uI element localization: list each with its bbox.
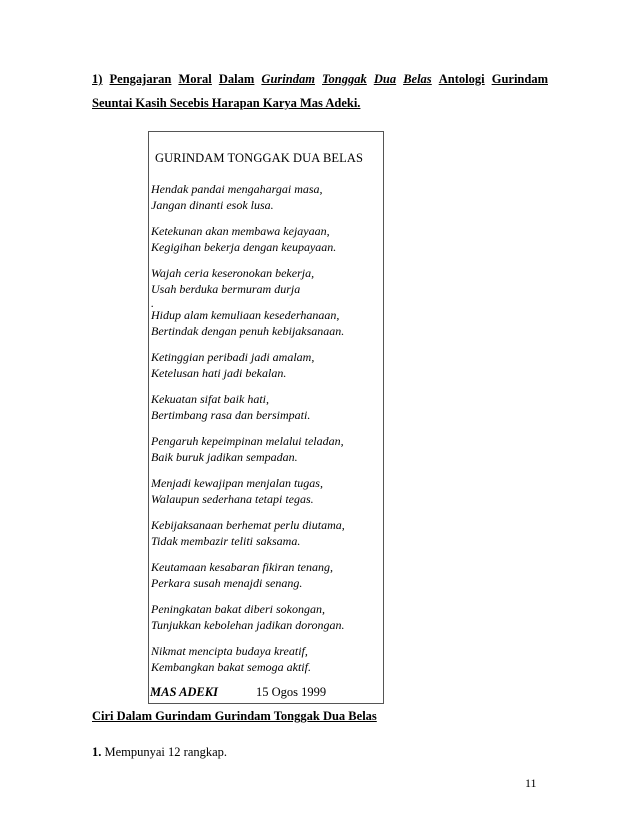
poem-line: Walaupun sederhana tetapi tegas. [151,492,314,506]
poem-line: Kekuatan sifat baik hati, [151,392,269,406]
stanza-12 [151,643,345,675]
poem-line: Hidup alam kemuliaan kesederhanaan, [151,308,340,322]
list-item [92,744,227,760]
section-heading: Ciri Dalam Gurindam Gurindam Tonggak Dua Belas [92,709,377,723]
stanza-5 [151,349,345,381]
list-item-number: 1. [92,745,102,759]
stanza-4 [151,307,345,339]
heading-word-italic: Tonggak [322,72,367,86]
poem-line: Ketinggian peribadi jadi amalam, [151,350,315,364]
heading-word-italic: Gurindam [261,72,315,86]
poem-line: Nikmat mencipta budaya kreatif, [151,644,308,658]
poem-line: Jangan dinanti esok lusa. [151,198,274,212]
poem-line: Usah berduka bermuram durja [151,282,301,296]
list-item-text: Mempunyai 12 rangkap. [101,745,228,759]
page-number: 11 [525,776,537,790]
poem-stanzas [151,181,345,685]
stanza-9 [151,517,345,549]
poem-author: MAS ADEKI [150,685,218,699]
heading-word: Gurindam [491,72,548,86]
heading-word: Antologi [438,72,485,86]
poem-line: Tunjukkan kebolehan jadikan dorongan. [151,618,345,632]
poem-line: Peningkatan bakat diberi sokongan, [151,602,325,616]
heading-word: 1) [92,72,103,86]
heading-word-italic: Belas [403,72,432,86]
poem-title: GURINDAM TONGGAK DUA BELAS [155,151,364,165]
heading-line-2: Seuntai Kasih Secebis Harapan Karya Mas Adeki. [92,96,361,110]
poem-line: Perkara susah menajdi senang. [151,576,303,590]
heading-word: Pengajaran [109,72,172,86]
heading-word: Moral [178,72,212,86]
stanza-1 [151,181,345,213]
poem-line: Kembangkan bakat semoga aktif. [151,660,311,674]
poem-line: Baik buruk jadikan sempadan. [151,450,298,464]
poem-line: Tidak membazir teliti saksama. [151,534,301,548]
poem-line: Bertindak dengan penuh kebijaksanaan. [151,324,345,338]
stanza-8 [151,475,345,507]
poem-line: Ketekunan akan membawa kejayaan, [151,224,330,238]
poem-line: Pengaruh kepeimpinan melalui teladan, [151,434,344,448]
poem-line: Ketelusan hati jadi bekalan. [151,366,287,380]
stanza-2 [151,223,345,255]
poem-line: Kebijaksanaan berhemat perlu diutama, [151,518,345,532]
poem-line: Wajah ceria keseronokan bekerja, [151,266,315,280]
poem-stray-dot: . [151,296,154,310]
stanza-6 [151,391,345,423]
poem-date: 15 Ogos 1999 [255,685,327,699]
heading-line-1 [92,71,548,87]
poem-line: Hendak pandai mengahargai masa, [151,182,323,196]
poem-line: Kegigihan bekerja dengan keupayaan. [151,240,337,254]
stanza-10 [151,559,345,591]
stanza-3 [151,265,345,310]
poem-line: Keutamaan kesabaran fikiran tenang, [151,560,333,574]
stanza-7 [151,433,345,465]
stanza-11 [151,601,345,633]
poem-line: Bertimbang rasa dan bersimpati. [151,408,311,422]
heading-word: Dalam [218,72,255,86]
heading-word-italic: Dua [373,72,397,86]
poem-signature [150,684,326,700]
poem-line: Menjadi kewajipan menjalan tugas, [151,476,323,490]
